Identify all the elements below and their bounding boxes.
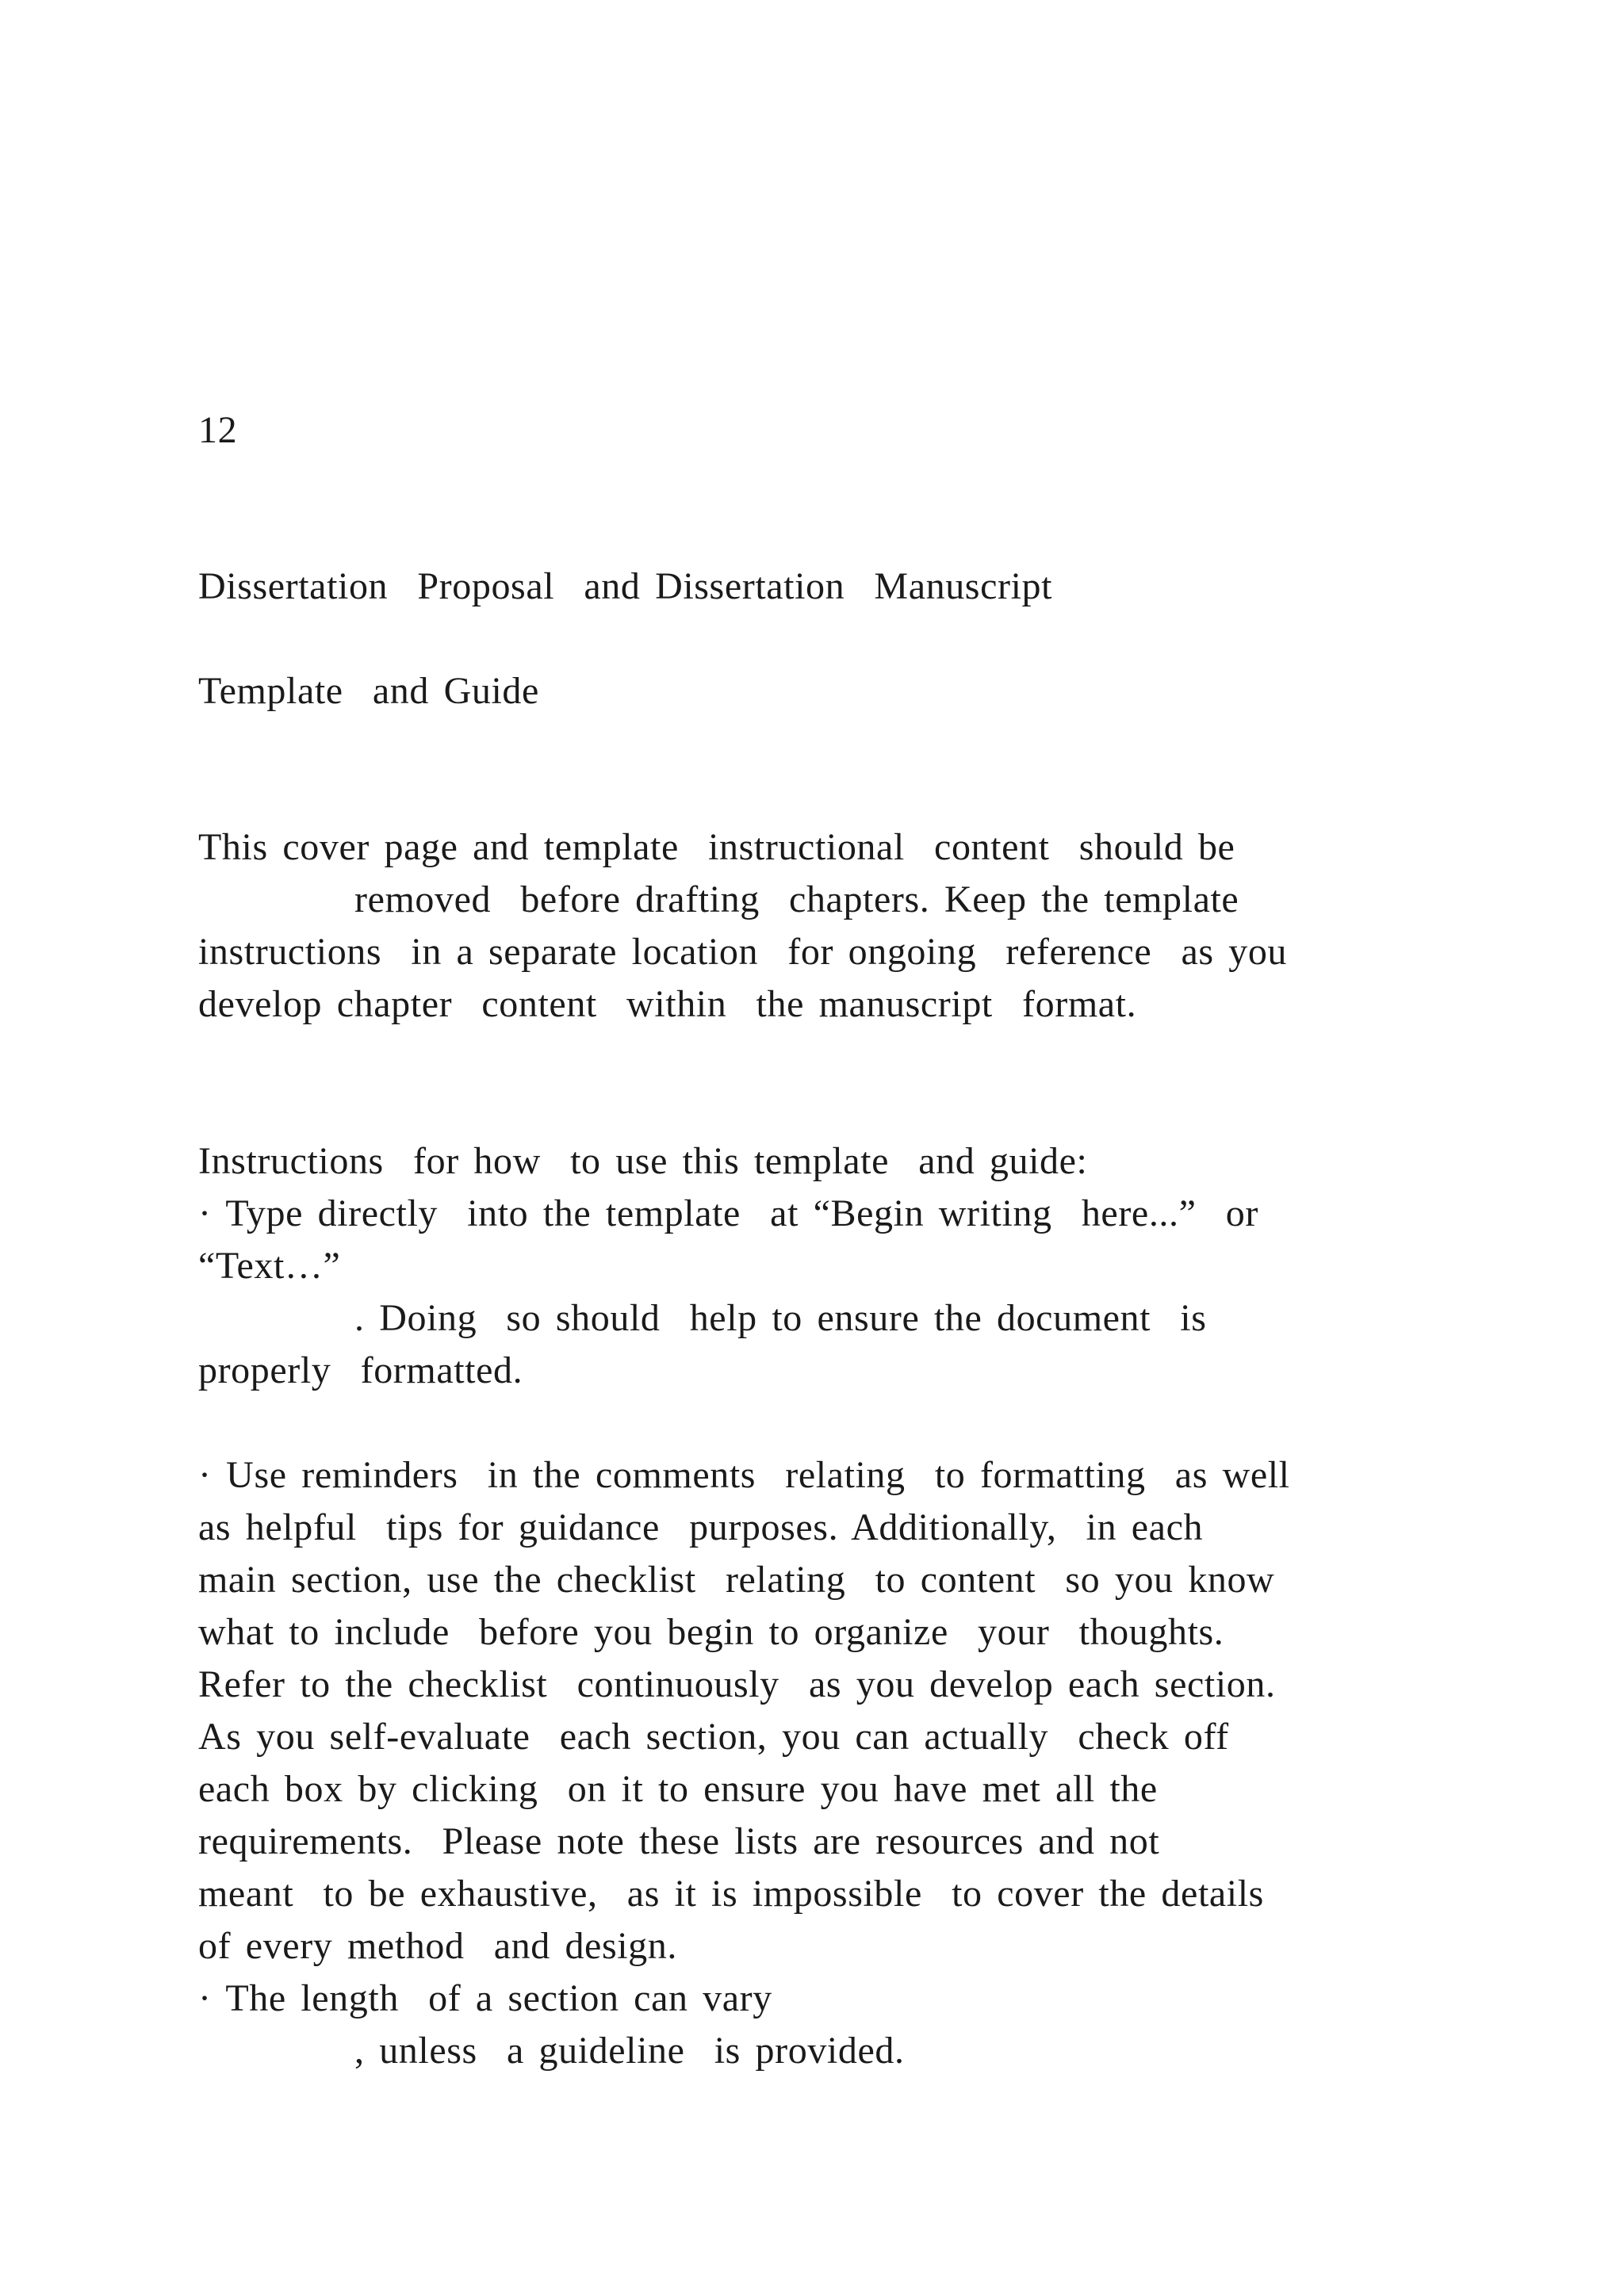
bullet-3-line-2: , unless a guideline is provided. xyxy=(354,2030,905,2072)
bullet-2-line-6: As you self-evaluate each section, you can actually check off xyxy=(198,1716,1229,1758)
page-number: 12 xyxy=(198,409,238,451)
bullet-1-line-3: . Doing so should help to ensure the document is xyxy=(354,1297,1207,1339)
bullet-2-line-10: of every method and design. xyxy=(198,1925,677,1967)
bullet-2-line-8: requirements. Please note these lists are resources and not xyxy=(198,1820,1160,1862)
bullet-1-line-2: “Text…” xyxy=(198,1245,341,1287)
document-title-line-2: Template and Guide xyxy=(198,670,539,712)
bullet-1-line-4: properly formatted. xyxy=(198,1349,523,1391)
bullet-1-line-1: · Type directly into the template at “Begin writing here...” or xyxy=(198,1192,1258,1234)
instructions-heading: Instructions for how to use this template and guide: xyxy=(198,1140,1088,1182)
bullet-2-line-5: Refer to the checklist continuously as you develop each section. xyxy=(198,1663,1276,1705)
bullet-2-line-4: what to include before you begin to organize your thoughts. xyxy=(198,1611,1224,1653)
bullet-2-line-9: meant to be exhaustive, as it is impossible to cover the details xyxy=(198,1873,1264,1915)
bullet-2-line-3: main section, use the checklist relating to content so you know xyxy=(198,1559,1275,1601)
intro-line-4: develop chapter content within the manuscript format. xyxy=(198,983,1137,1025)
document-title-line-1: Dissertation Proposal and Dissertation Manuscript xyxy=(198,565,1053,607)
bullet-3-line-1: · The length of a section can vary xyxy=(198,1977,772,2019)
intro-line-1: This cover page and template instructional content should be xyxy=(198,826,1235,868)
bullet-2-line-1: · Use reminders in the comments relating to formatting as well xyxy=(198,1454,1290,1496)
intro-line-2: removed before drafting chapters. Keep the template xyxy=(354,878,1239,920)
bullet-2-line-7: each box by clicking on it to ensure you have met all the xyxy=(198,1768,1158,1810)
bullet-2-line-2: as helpful tips for guidance purposes. Additionally, in each xyxy=(198,1506,1204,1548)
intro-line-3: instructions in a separate location for ongoing reference as you xyxy=(198,931,1288,973)
